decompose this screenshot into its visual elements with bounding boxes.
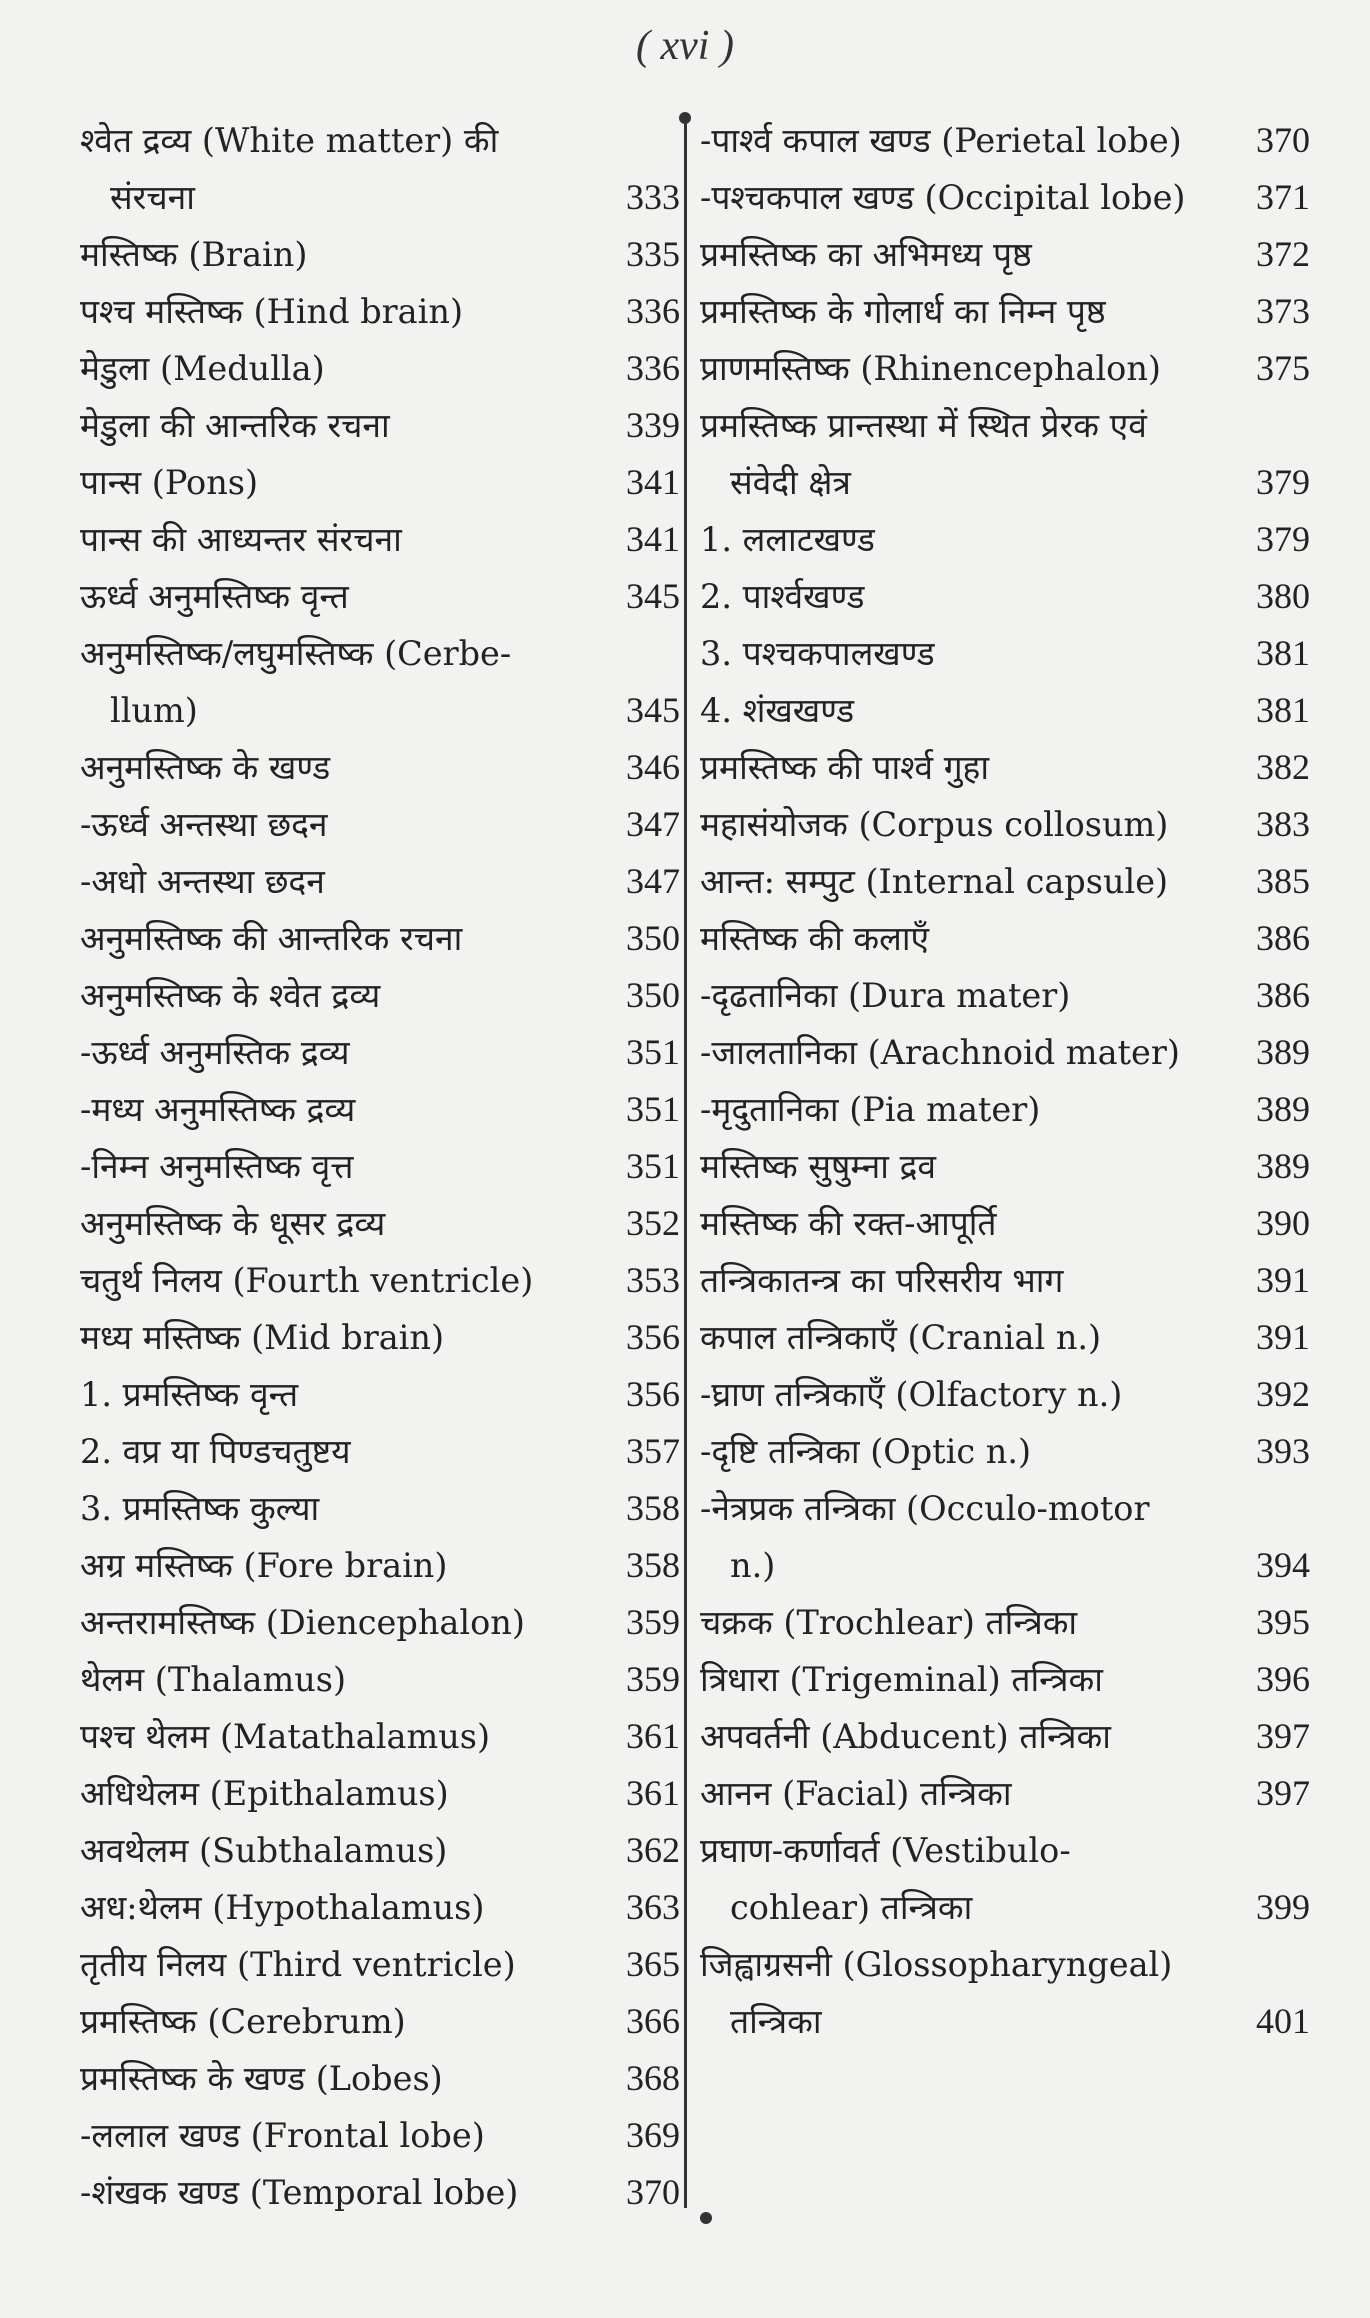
entry-title: -नेत्रप्रक तन्त्रिका (Occulo-motor n.) bbox=[700, 1489, 1150, 1585]
index-entry bbox=[700, 1309, 1310, 1366]
entry-title: मेडुला (Medulla) bbox=[80, 349, 325, 388]
entry-title: 1. ललाटखण्ड bbox=[700, 520, 875, 559]
index-entry bbox=[700, 1594, 1310, 1651]
entry-title: अनुमस्तिष्क की आन्तरिक रचना bbox=[80, 919, 463, 958]
entry-title: मस्तिष्क की कलाएँ bbox=[700, 919, 930, 958]
entry-title: मेडुला की आन्तरिक रचना bbox=[80, 406, 390, 445]
entry-title: तन्त्रिकातन्त्र का परिसरीय भाग bbox=[700, 1261, 1064, 1300]
entry-title: अधिथेलम (Epithalamus) bbox=[80, 1774, 449, 1813]
entry-title: -शंखक खण्ड (Temporal lobe) bbox=[80, 2173, 519, 2212]
index-entry bbox=[80, 511, 680, 568]
entry-page-number: 391 bbox=[1256, 1317, 1310, 1357]
index-entry bbox=[700, 682, 1310, 739]
entry-page-number: 345 bbox=[626, 690, 680, 730]
entry-title: पश्च थेलम (Matathalamus) bbox=[80, 1717, 491, 1756]
entry-title: मस्तिष्क (Brain) bbox=[80, 235, 308, 274]
entry-page-number: 382 bbox=[1256, 747, 1310, 787]
entry-page-number: 361 bbox=[626, 1773, 680, 1813]
entry-title: -दृढतानिका (Dura mater) bbox=[700, 976, 1071, 1015]
entry-page-number: 396 bbox=[1256, 1659, 1310, 1699]
entry-title: 3. प्रमस्तिष्क कुल्या bbox=[80, 1489, 320, 1528]
index-entry bbox=[700, 1708, 1310, 1765]
index-entry bbox=[80, 1993, 680, 2050]
index-entry bbox=[700, 226, 1310, 283]
entry-page-number: 370 bbox=[626, 2172, 680, 2212]
entry-page-number: 370 bbox=[1256, 120, 1310, 160]
entry-page-number: 397 bbox=[1256, 1716, 1310, 1756]
entry-page-number: 389 bbox=[1256, 1032, 1310, 1072]
entry-page-number: 345 bbox=[626, 576, 680, 616]
entry-page-number: 395 bbox=[1256, 1602, 1310, 1642]
entry-title: अपवर्तनी (Abducent) तन्त्रिका bbox=[700, 1717, 1111, 1756]
index-entry bbox=[80, 1879, 680, 1936]
entry-page-number: 386 bbox=[1256, 975, 1310, 1015]
entry-page-number: 356 bbox=[626, 1374, 680, 1414]
index-entry bbox=[80, 1195, 680, 1252]
entry-page-number: 380 bbox=[1256, 576, 1310, 616]
index-entry bbox=[80, 226, 680, 283]
entry-page-number: 347 bbox=[626, 804, 680, 844]
index-entry bbox=[80, 1309, 680, 1366]
entry-title: पान्स की आध्यन्तर संरचना bbox=[80, 520, 402, 559]
entry-page-number: 361 bbox=[626, 1716, 680, 1756]
entry-page-number: 352 bbox=[626, 1203, 680, 1243]
entry-title: प्रमस्तिष्क के खण्ड (Lobes) bbox=[80, 2059, 443, 2098]
entry-page-number: 386 bbox=[1256, 918, 1310, 958]
entry-title: प्रघाण-कर्णावर्त (Vestibulo-cohlear) तन्त्रिका bbox=[700, 1831, 1071, 1927]
entry-page-number: 350 bbox=[626, 918, 680, 958]
index-entry bbox=[80, 1252, 680, 1309]
entry-page-number: 358 bbox=[626, 1545, 680, 1585]
index-entry bbox=[700, 1822, 1310, 1936]
entry-page-number: 362 bbox=[626, 1830, 680, 1870]
entry-title: अनुमस्तिष्क/लघुमस्तिष्क (Cerbe-llum) bbox=[80, 634, 512, 730]
index-entry bbox=[700, 1651, 1310, 1708]
index-entry bbox=[700, 169, 1310, 226]
entry-title: तृतीय निलय (Third ventricle) bbox=[80, 1945, 516, 1984]
entry-page-number: 383 bbox=[1256, 804, 1310, 844]
entry-title: अग्र मस्तिष्क (Fore brain) bbox=[80, 1546, 448, 1585]
index-entry bbox=[700, 1081, 1310, 1138]
entry-title: जिह्वाग्रसनी (Glossopharyngeal) तन्त्रिका bbox=[700, 1945, 1173, 2041]
entry-title: अनुमस्तिष्क के धूसर द्रव्य bbox=[80, 1204, 386, 1243]
entry-page-number: 381 bbox=[1256, 690, 1310, 730]
entry-title: प्रमस्तिष्क की पार्श्व गुहा bbox=[700, 748, 990, 787]
entry-page-number: 365 bbox=[626, 1944, 680, 1984]
entry-title: त्रिधारा (Trigeminal) तन्त्रिका bbox=[700, 1660, 1103, 1699]
index-entry bbox=[700, 910, 1310, 967]
entry-title: 2. पार्श्वखण्ड bbox=[700, 577, 865, 616]
entry-title: -ललाल खण्ड (Frontal lobe) bbox=[80, 2116, 485, 2155]
entry-page-number: 394 bbox=[1256, 1545, 1310, 1585]
entry-page-number: 363 bbox=[626, 1887, 680, 1927]
entry-page-number: 353 bbox=[626, 1260, 680, 1300]
entry-page-number: 335 bbox=[626, 234, 680, 274]
entry-title: -दृष्टि तन्त्रिका (Optic n.) bbox=[700, 1432, 1032, 1471]
index-entry bbox=[80, 2050, 680, 2107]
index-entry bbox=[700, 397, 1310, 511]
entry-page-number: 358 bbox=[626, 1488, 680, 1528]
entry-page-number: 390 bbox=[1256, 1203, 1310, 1243]
index-entry bbox=[80, 112, 680, 226]
index-entry bbox=[80, 1651, 680, 1708]
index-entry bbox=[80, 910, 680, 967]
entry-page-number: 346 bbox=[626, 747, 680, 787]
entry-title: पश्च मस्तिष्क (Hind brain) bbox=[80, 292, 464, 331]
entry-title: -पार्श्व कपाल खण्ड (Perietal lobe) bbox=[700, 121, 1182, 160]
page-header: ( xvi ) bbox=[636, 23, 734, 69]
entry-page-number: 359 bbox=[626, 1659, 680, 1699]
index-entry bbox=[700, 283, 1310, 340]
right-column bbox=[700, 112, 1310, 2050]
index-entry bbox=[80, 568, 680, 625]
entry-page-number: 336 bbox=[626, 348, 680, 388]
index-entry bbox=[700, 625, 1310, 682]
entry-page-number: 351 bbox=[626, 1089, 680, 1129]
entry-title: -मध्य अनुमस्तिष्क द्रव्य bbox=[80, 1090, 356, 1129]
entry-page-number: 397 bbox=[1256, 1773, 1310, 1813]
column-divider bbox=[684, 118, 687, 2208]
index-entry bbox=[700, 1252, 1310, 1309]
entry-page-number: 393 bbox=[1256, 1431, 1310, 1471]
index-entry bbox=[80, 1708, 680, 1765]
entry-title: आनन (Facial) तन्त्रिका bbox=[700, 1774, 1012, 1813]
index-entry bbox=[80, 1537, 680, 1594]
index-entry bbox=[80, 2107, 680, 2164]
index-entry bbox=[700, 112, 1310, 169]
index-entry bbox=[80, 1366, 680, 1423]
entry-page-number: 356 bbox=[626, 1317, 680, 1357]
index-entry bbox=[700, 1480, 1310, 1594]
index-entry bbox=[700, 739, 1310, 796]
entry-page-number: 399 bbox=[1256, 1887, 1310, 1927]
entry-title: प्रमस्तिष्क (Cerebrum) bbox=[80, 2002, 406, 2041]
index-entry bbox=[80, 1024, 680, 1081]
entry-title: मस्तिष्क सुषुम्ना द्रव bbox=[700, 1147, 936, 1186]
index-entry bbox=[700, 1138, 1310, 1195]
entry-title: प्राणमस्तिष्क (Rhinencephalon) bbox=[700, 349, 1161, 388]
entry-title: प्रमस्तिष्क के गोलार्ध का निम्न पृष्ठ bbox=[700, 292, 1106, 331]
index-entry bbox=[80, 625, 680, 739]
entry-page-number: 372 bbox=[1256, 234, 1310, 274]
entry-page-number: 389 bbox=[1256, 1089, 1310, 1129]
index-entry bbox=[80, 1081, 680, 1138]
index-entry bbox=[80, 1480, 680, 1537]
index-entry bbox=[700, 1195, 1310, 1252]
entry-title: -जालतानिका (Arachnoid mater) bbox=[700, 1033, 1180, 1072]
index-entry bbox=[80, 1765, 680, 1822]
entry-title: अन्तरामस्तिष्क (Diencephalon) bbox=[80, 1603, 525, 1642]
entry-title: -ऊर्ध्व अनुमस्तिक द्रव्य bbox=[80, 1033, 350, 1072]
index-entry bbox=[80, 1936, 680, 1993]
index-entry bbox=[700, 1936, 1310, 2050]
index-entry bbox=[700, 1423, 1310, 1480]
entry-title: -पश्चकपाल खण्ड (Occipital lobe) bbox=[700, 178, 1186, 217]
entry-page-number: 391 bbox=[1256, 1260, 1310, 1300]
index-entry bbox=[80, 853, 680, 910]
entry-title: मस्तिष्क की रक्त-आपूर्ति bbox=[700, 1204, 997, 1243]
index-entry bbox=[80, 739, 680, 796]
entry-title: चतुर्थ निलय (Fourth ventricle) bbox=[80, 1261, 534, 1300]
entry-title: प्रमस्तिष्क प्रान्तस्था में स्थित प्रेरक एवं संवेदी क्षेत्र bbox=[700, 406, 1147, 502]
entry-page-number: 347 bbox=[626, 861, 680, 901]
index-entry bbox=[80, 454, 680, 511]
entry-page-number: 371 bbox=[1256, 177, 1310, 217]
entry-page-number: 373 bbox=[1256, 291, 1310, 331]
entry-title: 4. शंखखण्ड bbox=[700, 691, 855, 730]
entry-title: चक्रक (Trochlear) तन्त्रिका bbox=[700, 1603, 1078, 1642]
index-entry bbox=[700, 568, 1310, 625]
index-entry bbox=[80, 283, 680, 340]
entry-page-number: 351 bbox=[626, 1032, 680, 1072]
entry-title: 1. प्रमस्तिष्क वृन्त bbox=[80, 1375, 299, 1414]
index-entry bbox=[700, 511, 1310, 568]
column-rule-bottom-dot bbox=[700, 2212, 712, 2224]
index-entry bbox=[80, 1594, 680, 1651]
entry-title: कपाल तन्त्रिकाएँ (Cranial n.) bbox=[700, 1318, 1102, 1357]
index-entry bbox=[700, 796, 1310, 853]
entry-page-number: 351 bbox=[626, 1146, 680, 1186]
index-entry bbox=[700, 967, 1310, 1024]
entry-page-number: 401 bbox=[1256, 2001, 1310, 2041]
index-entry bbox=[700, 1366, 1310, 1423]
index-entry bbox=[80, 2164, 680, 2221]
index-entry bbox=[700, 1024, 1310, 1081]
index-entry bbox=[700, 853, 1310, 910]
index-entry bbox=[700, 340, 1310, 397]
entry-title: -मृदुतानिका (Pia mater) bbox=[700, 1090, 1041, 1129]
entry-title: श्वेत द्रव्य (White matter) की संरचना bbox=[80, 121, 499, 217]
entry-title: अनुमस्तिष्क के खण्ड bbox=[80, 748, 331, 787]
entry-page-number: 381 bbox=[1256, 633, 1310, 673]
entry-title: -ऊर्ध्व अन्तस्था छदन bbox=[80, 805, 328, 844]
index-entry bbox=[700, 1765, 1310, 1822]
index-entry bbox=[80, 796, 680, 853]
index-entry bbox=[80, 340, 680, 397]
entry-page-number: 368 bbox=[626, 2058, 680, 2098]
index-entry bbox=[80, 397, 680, 454]
entry-title: प्रमस्तिष्क का अभिमध्य पृष्ठ bbox=[700, 235, 1032, 274]
entry-title: -घ्राण तन्त्रिकाएँ (Olfactory n.) bbox=[700, 1375, 1123, 1414]
entry-title: अवथेलम (Subthalamus) bbox=[80, 1831, 448, 1870]
entry-page-number: 359 bbox=[626, 1602, 680, 1642]
left-column bbox=[80, 112, 680, 2221]
entry-page-number: 379 bbox=[1256, 462, 1310, 502]
entry-title: अनुमस्तिष्क के श्वेत द्रव्य bbox=[80, 976, 381, 1015]
entry-page-number: 357 bbox=[626, 1431, 680, 1471]
entry-page-number: 385 bbox=[1256, 861, 1310, 901]
index-entry bbox=[80, 1138, 680, 1195]
entry-page-number: 341 bbox=[626, 462, 680, 502]
entry-title: मध्य मस्तिष्क (Mid brain) bbox=[80, 1318, 445, 1357]
entry-title: पान्स (Pons) bbox=[80, 463, 259, 502]
index-entry bbox=[80, 1423, 680, 1480]
entry-page-number: 369 bbox=[626, 2115, 680, 2155]
entry-title: थेलम (Thalamus) bbox=[80, 1660, 347, 1699]
entry-page-number: 339 bbox=[626, 405, 680, 445]
entry-page-number: 336 bbox=[626, 291, 680, 331]
entry-title: 3. पश्चकपालखण्ड bbox=[700, 634, 935, 673]
entry-page-number: 366 bbox=[626, 2001, 680, 2041]
entry-page-number: 333 bbox=[626, 177, 680, 217]
entry-title: -निम्न अनुमस्तिष्क वृत्त bbox=[80, 1147, 354, 1186]
entry-title: -अधो अन्तस्था छदन bbox=[80, 862, 325, 901]
entry-title: अध:थेलम (Hypothalamus) bbox=[80, 1888, 485, 1927]
entry-page-number: 379 bbox=[1256, 519, 1310, 559]
entry-page-number: 341 bbox=[626, 519, 680, 559]
index-entry bbox=[80, 967, 680, 1024]
entry-page-number: 350 bbox=[626, 975, 680, 1015]
index-entry bbox=[80, 1822, 680, 1879]
entry-page-number: 392 bbox=[1256, 1374, 1310, 1414]
entry-title: 2. वप्र या पिण्डचतुष्टय bbox=[80, 1432, 351, 1471]
entry-page-number: 375 bbox=[1256, 348, 1310, 388]
entry-page-number: 389 bbox=[1256, 1146, 1310, 1186]
entry-title: आन्त: सम्पुट (Internal capsule) bbox=[700, 862, 1169, 901]
entry-title: ऊर्ध्व अनुमस्तिष्क वृन्त bbox=[80, 577, 349, 616]
entry-title: महासंयोजक (Corpus collosum) bbox=[700, 805, 1169, 844]
